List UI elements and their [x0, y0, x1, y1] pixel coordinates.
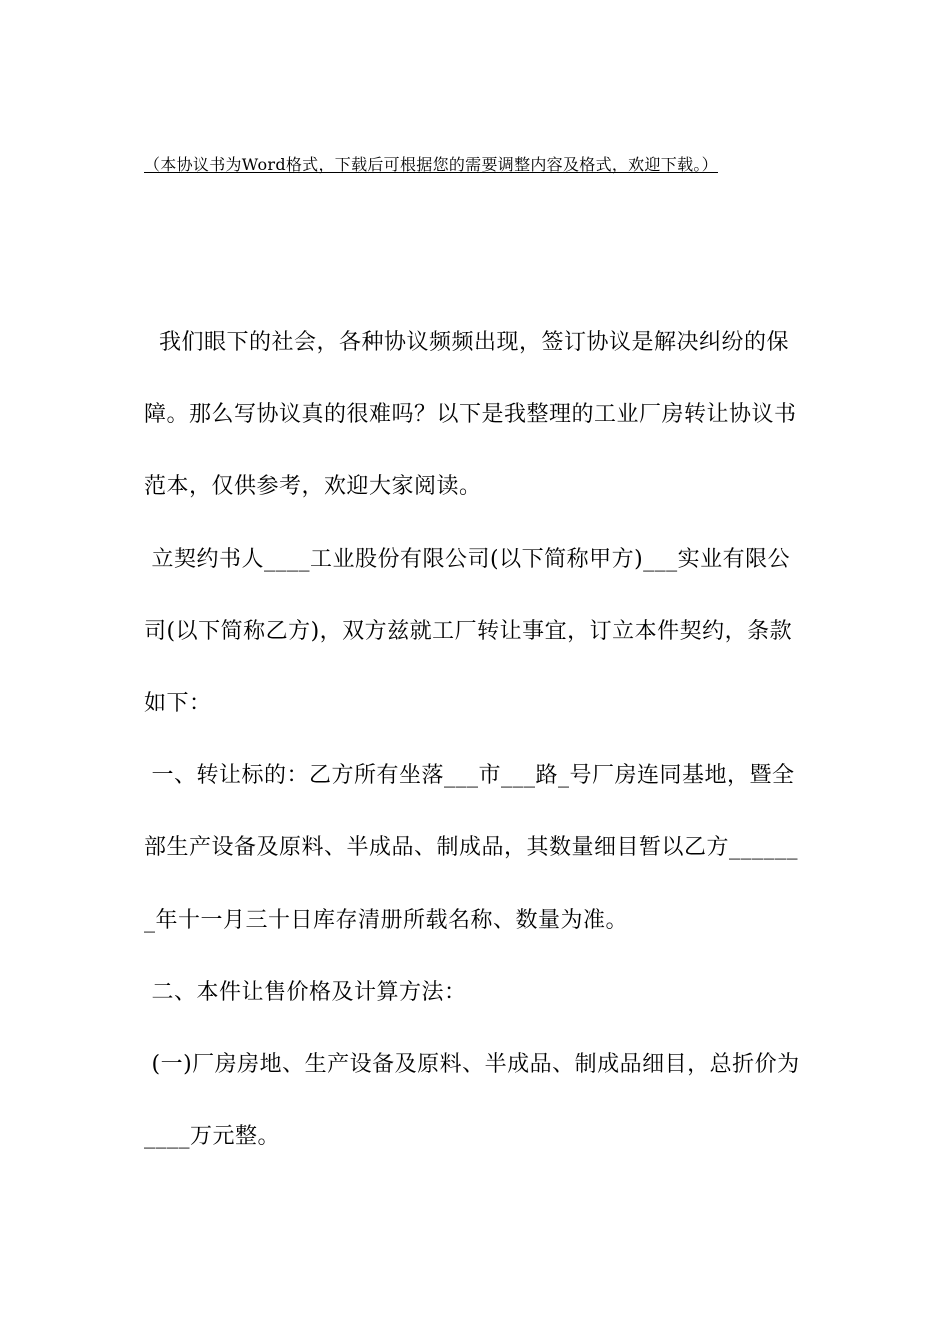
- clause-1-paragraph: 一、转让标的：乙方所有坐落___市___路_号厂房连同基地，暨全部生产设备及原料、半成品、制成品，其数量细目暂以乙方_______年十一月三十日库存清册所载名称、数量为准。: [144, 763, 799, 933]
- clause-2-item-1: (一)厂房房地、生产设备及原料、半成品、制成品细目，总折价为____万元整。: [144, 1052, 800, 1150]
- agreement-body: [144, 307, 808, 1173]
- parties-paragraph: 立契约书人____工业股份有限公司(以下简称甲方)___实业有限公司(以下简称乙方)，双方兹就工厂转让事宜，订立本件契约，条款如下：: [144, 546, 793, 717]
- clause-2-heading: 二、本件让售价格及计算方法：: [144, 979, 467, 1005]
- intro-paragraph: 我们眼下的社会，各种协议频频出现，签订协议是解决纠纷的保障。那么写协议真的很难吗？以下是我整理的工业厂房转让协议书范本，仅供参考，欢迎大家阅读。: [144, 330, 797, 500]
- download-note: （本协议书为Word格式，下载后可根据您的需要调整内容及格式，欢迎下载。）: [144, 155, 718, 174]
